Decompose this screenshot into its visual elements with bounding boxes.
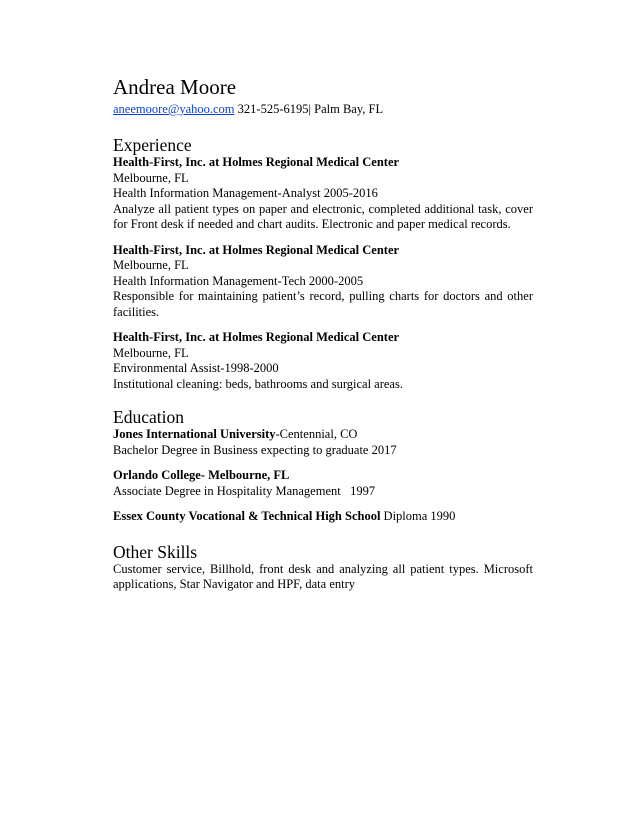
school-line — [113, 468, 533, 484]
education-entry — [113, 427, 533, 458]
school-name: Jones International University — [113, 427, 276, 441]
experience-heading: Experience — [113, 135, 192, 155]
experience-entry — [113, 155, 533, 233]
skills-heading: Other Skills — [113, 541, 198, 562]
education-entry — [113, 509, 533, 525]
experience-entry — [113, 330, 533, 392]
school-location: -Centennial, CO — [275, 427, 358, 441]
education-entry — [113, 468, 533, 499]
job-description: Analyze all patient types on paper and electronic, completed additional task, cover for Front desk if needed and chart audits. Electronic and paper medical records. — [113, 201, 533, 231]
employer-name: Health-First, Inc. at Holmes Regional Medical Center — [113, 330, 400, 344]
resume-page — [113, 75, 533, 593]
employer-location: Melbourne, FL — [113, 345, 189, 360]
job-role: Health Information Management-Analyst 2005-2016 — [113, 186, 378, 200]
school-name: Essex County Vocational & Technical High School — [113, 509, 381, 523]
contact-line — [113, 101, 533, 117]
employer-location: Melbourne, FL — [113, 170, 189, 185]
school-diploma: Diploma 1990 — [380, 509, 456, 523]
employer-name: Health-First, Inc. at Holmes Regional Medical Center — [113, 242, 400, 257]
phone-location: 321-525-6195| Palm Bay, FL — [237, 102, 384, 116]
employer-location: Melbourne, FL — [113, 258, 189, 272]
skills-text: Customer service, Billhold, front desk and analyzing all patient types. Microsoft applications, Star Navigator and HPF, data entry — [113, 561, 533, 591]
school-line — [113, 509, 533, 525]
experience-entry — [113, 243, 533, 321]
education-heading: Education — [113, 407, 184, 427]
school-name: Orlando College- Melbourne, FL — [113, 468, 290, 482]
school-line — [113, 427, 533, 443]
skills-entry — [113, 562, 533, 593]
employer-name: Health-First, Inc. at Holmes Regional Medical Center — [113, 155, 400, 169]
degree-detail: Associate Degree in Hospitality Management 1997 — [113, 483, 376, 498]
job-description: Responsible for maintaining patient’s record, pulling charts for doctors and other facilities. — [113, 289, 533, 319]
job-role: Environmental Assist-1998-2000 — [113, 361, 279, 375]
email-link[interactable]: aneemoore@yahoo.com — [113, 102, 235, 116]
degree-detail: Bachelor Degree in Business expecting to graduate 2017 — [113, 442, 397, 457]
candidate-name: Andrea Moore — [113, 75, 237, 99]
job-description: Institutional cleaning: beds, bathrooms and surgical areas. — [113, 376, 403, 391]
job-role: Health Information Management-Tech 2000-2005 — [113, 273, 364, 288]
